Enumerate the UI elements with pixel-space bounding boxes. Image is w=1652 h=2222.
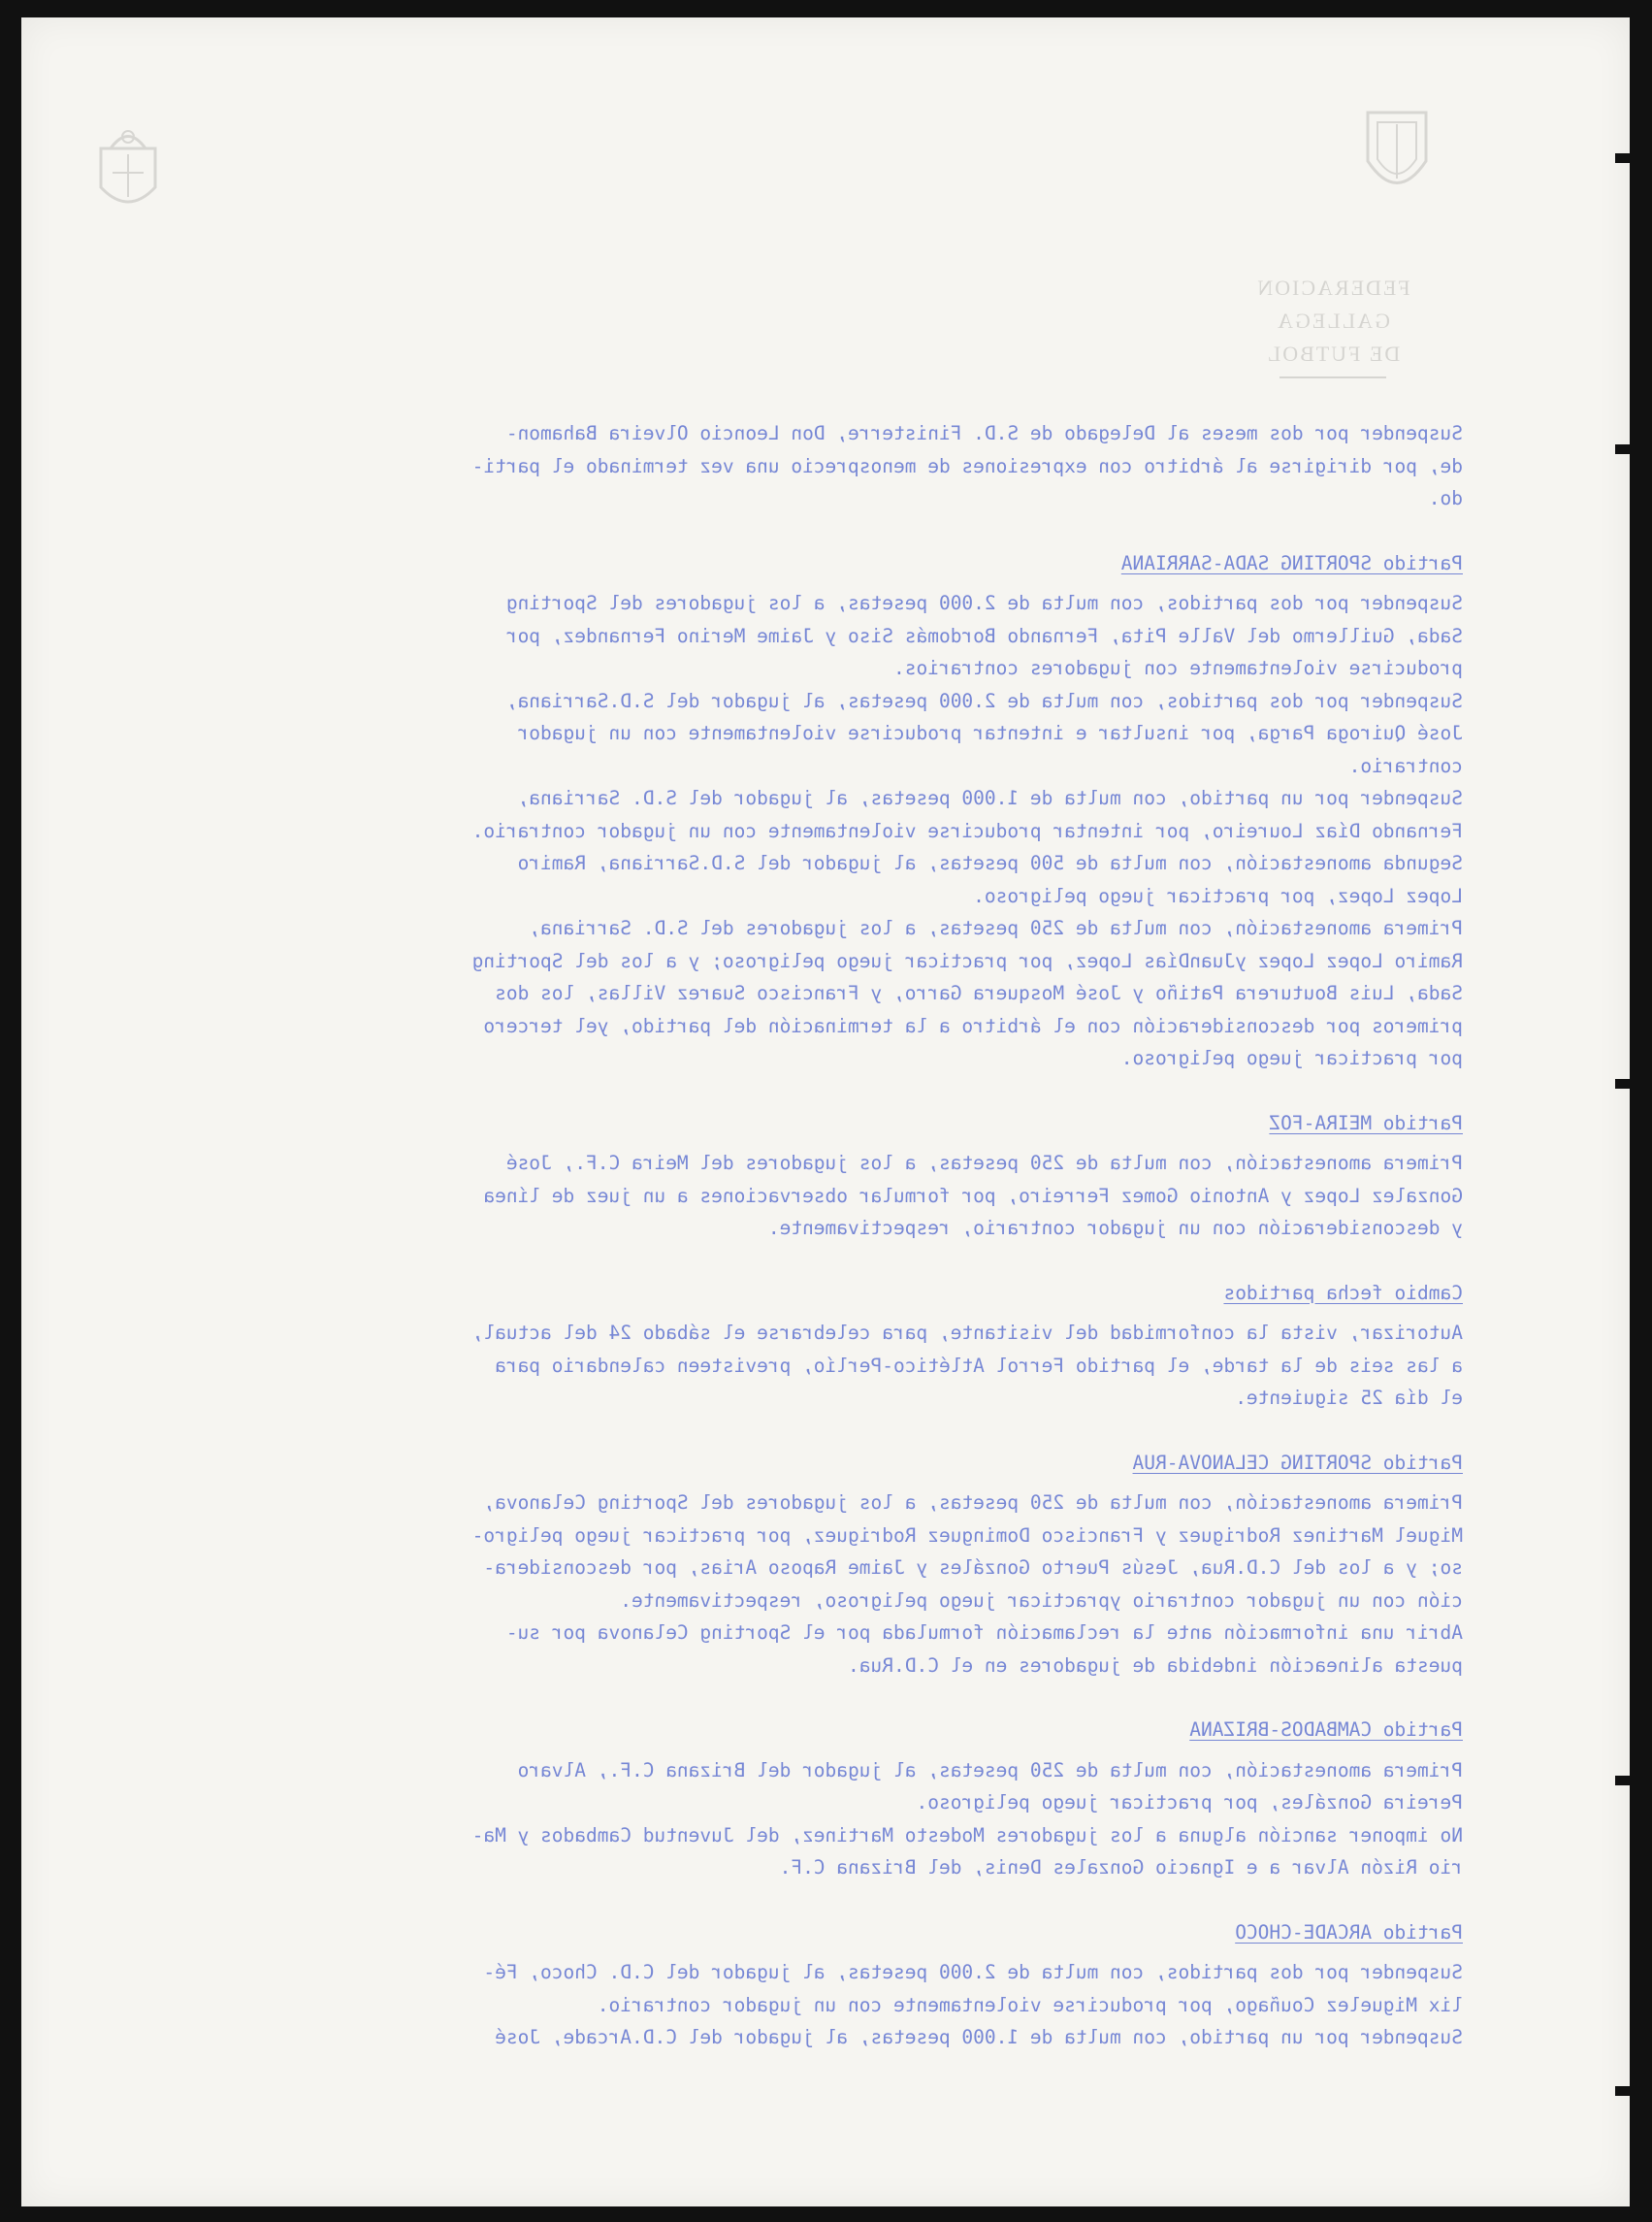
text-line: Pereira Gonzáles, por practicar juego peligroso. (916, 1791, 1463, 1814)
text-line: Suspender por dos partidos, con multa de 2.000 pesetas, al jugador del S.D.Sarriana, (505, 689, 1463, 712)
section-heading: Partido SPORTING SADA-SARRIANA (1120, 551, 1463, 574)
text-line: Primera amonestación, con multa de 250 pesetas, a los jugadores del S.D. Sarriana, (529, 917, 1463, 939)
text-line: Suspender por dos partidos, con multa de 2.000 pesetas, al jugador del C.D. Choco, Fé- (483, 1961, 1463, 1983)
paragraph-gap (80, 1415, 1463, 1447)
registration-mark (1615, 2086, 1631, 2096)
text-line: Ramiro Lopez Lopez yJuanDías Lopez, por practicar juego peligroso; y a los del Sporting (471, 949, 1463, 972)
registration-mark (1615, 153, 1631, 163)
heading-gap (80, 1139, 1463, 1147)
text-line: producirse violentamente con jugadores contrarios. (893, 657, 1463, 679)
paragraph-gap (80, 515, 1463, 547)
text-line: Suspender por dos partidos, con multa de 2.000 pesetas, a los jugadores del Sporting (505, 592, 1463, 614)
registration-mark (1615, 1776, 1631, 1785)
text-line: Sada, Luis Bouturera Patiño y José Mosquera Garro, y Francisco Suarez Villas, los dos (495, 982, 1463, 1004)
federation-shield-icon (1358, 103, 1436, 210)
letterhead (1207, 272, 1459, 378)
text-line: primeros por desconsideración con el árbitro a la terminación del partido, yel tercero (483, 1014, 1463, 1037)
text-line: Primera amonestación, con multa de 250 pesetas, al jugador del Brizana C.F., Alvaro (517, 1758, 1463, 1781)
text-line: Primera amonestación, con multa de 250 pesetas, a los jugadores del Meira C.F., José (505, 1152, 1463, 1174)
text-line: Lopez Lopez, por practicar juego peligroso. (973, 884, 1463, 907)
registration-mark (1615, 444, 1631, 454)
section-heading: Cambio fecha partidos (1223, 1281, 1463, 1304)
text-line: Miguel Martinez Rodriguez y Francisco Dominguez Rodriguez, por practicar juego peligro- (471, 1523, 1463, 1547)
text-line: so; y a los del C.D.Rua, Jesús Puerto Gonzáles y Jaime Raposo Arias, por desconsidera- (483, 1556, 1463, 1579)
paragraph-gap (80, 1884, 1463, 1916)
paragraph-gap (80, 1245, 1463, 1277)
text-line: puesta alineación indebida de jugadores en el C.D.Rua. (848, 1653, 1463, 1677)
text-line: ción con un jugador contrario ypracticar juego peligroso, respectivamente. (620, 1588, 1463, 1612)
letterhead-line-1: FEDERACION GALLEGA (1255, 276, 1410, 333)
text-line: rio Rizón Alvar a e Ignacio Gonzales Denis, del Brizana C.F. (779, 1856, 1463, 1879)
heading-gap (80, 1309, 1463, 1317)
text-line: Gonzalez Lopez y Antonio Gomez Ferreiro, por formular observaciones a un juez de línea (483, 1184, 1463, 1207)
typed-text-block (80, 417, 1463, 2054)
paragraph-gap (80, 1682, 1463, 1714)
text-line: y desconsideración con un jugador contrario, respectivamente. (767, 1217, 1463, 1239)
text-line: No imponer sanción alguna a los jugadores Modesto Martinez, del Juventud Cambados y Ma- (471, 1823, 1463, 1846)
text-line: Sada, Guillermo del Valle Pita, Fernando Bordomás Siso y Jaime Merino Fernandez, por (505, 624, 1463, 647)
text-line: Suspender por un partido, con multa de 1.000 pesetas, al jugador del S.D. Sarriana, (517, 787, 1463, 809)
text-line: Primera amonestación, con multa de 250 pesetas, a los jugadores del Sporting Celanova, (483, 1491, 1463, 1514)
text-line: Autorizar, vista la conformidad del visitante, para celebrarse el sábado 24 del actual, (471, 1322, 1463, 1344)
text-line: Suspender por un partido, con multa de 1.000 pesetas, al jugador del C.D.Arcade, José (495, 2026, 1463, 2048)
registration-mark (1615, 1079, 1631, 1089)
text-line: de, por dirigirse al árbitro con expresiones de menosprecio una vez terminado el parti- (471, 454, 1463, 477)
text-line: Segunda amonestación, con multa de 500 pesetas, al jugador del S.D.Sarriana, Ramiro (517, 852, 1463, 874)
text-line: a las seis de la tarde, el partido Ferrol Atlético-Perlío, previsteen calendario para (495, 1354, 1463, 1377)
text-line: Abrir una información ante la reclamación formulada por el Sporting Celanova por su- (505, 1621, 1463, 1644)
section-heading: Partido ARCADE-CHOCO (1235, 1920, 1463, 1944)
text-line: José Quiroga Parga, por insultar e intentar producirse violentamente con un jugador (517, 722, 1463, 744)
paragraph-gap (80, 1075, 1463, 1107)
section-heading: Partido SPORTING CELANOVA-RUA (1132, 1451, 1463, 1474)
text-line: lix Miguelez Couñago, por producirse violentamente con un jugador contrario. (597, 1993, 1463, 2016)
heading-gap (80, 1948, 1463, 1956)
heading-gap (80, 579, 1463, 587)
heading-gap (80, 1747, 1463, 1754)
text-line: do. (1428, 487, 1463, 509)
letterhead-line-2: DE FUTBOL (1265, 342, 1401, 366)
document-page (21, 17, 1630, 2206)
letterhead-rule (1279, 376, 1386, 378)
section-heading: Partido CAMBADOS-BRIZANA (1189, 1718, 1463, 1741)
section-heading: Partido MEIRA-FOZ (1269, 1111, 1463, 1134)
text-line: Fernando Díaz Loureiro, por intentar producirse violentamente con un jugador contrario. (471, 819, 1463, 842)
text-line: Suspender por dos meses al Delegado de S.D. Finisterre, Don Leoncio Olveira Bahamon- (505, 422, 1463, 444)
text-line: por practicar juego peligroso. (1120, 1047, 1463, 1069)
text-line: el día 25 siguiente. (1235, 1387, 1463, 1409)
text-line: contrario. (1348, 754, 1463, 777)
heading-gap (80, 1479, 1463, 1487)
federation-crest-icon (89, 119, 167, 226)
